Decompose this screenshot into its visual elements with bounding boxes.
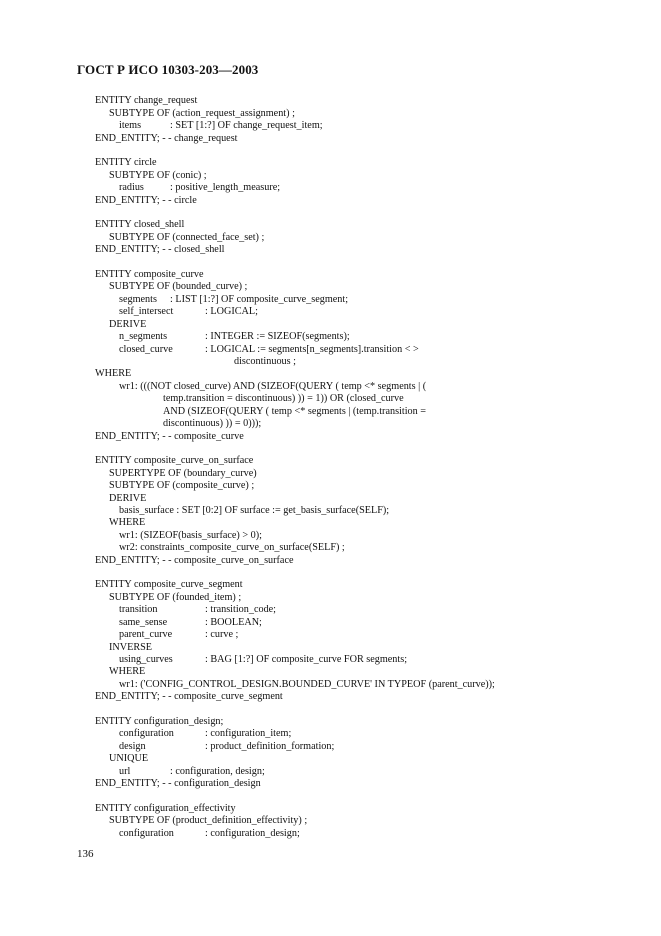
code-line: : positive_length_measure; — [170, 182, 281, 193]
code-line: temp.transition = discontinuous) )) = 1)) OR (closed_curve — [163, 393, 404, 404]
code-line: END_ENTITY; - - change_request — [95, 133, 238, 144]
code-line: END_ENTITY; - - composite_curve_segment — [95, 691, 283, 702]
code-line: ENTITY composite_curve_on_surface — [95, 455, 254, 466]
code-line: END_ENTITY; - - circle — [95, 195, 197, 206]
code-line: : curve ; — [205, 629, 239, 640]
code-line: items — [119, 120, 142, 131]
code-line: wr1: ('CONFIG_CONTROL_DESIGN.BOUNDED_CURVE' IN TYPEOF (parent_curve)); — [119, 679, 495, 690]
code-line: : BOOLEAN; — [205, 617, 262, 628]
code-line: : product_definition_formation; — [205, 741, 335, 752]
code-line: : LOGICAL := segments[n_segments].transition < > — [205, 344, 419, 355]
code-line: discontinuous) )) = 0))); — [163, 418, 262, 429]
code-line: closed_curve — [119, 344, 173, 355]
code-line: n_segments — [119, 331, 168, 342]
code-line: basis_surface : SET [0:2] OF surface := get_basis_surface(SELF); — [119, 505, 390, 516]
code-line: discontinuous ; — [234, 356, 296, 367]
code-line: SUBTYPE OF (connected_face_set) ; — [109, 232, 265, 243]
code-line: INVERSE — [109, 642, 153, 653]
code-line: WHERE — [95, 368, 132, 379]
code-line: configuration — [119, 828, 174, 839]
code-line: transition — [119, 604, 158, 615]
code-line: wr1: (SIZEOF(basis_surface) > 0); — [119, 530, 262, 541]
code-line: : LIST [1:?] OF composite_curve_segment; — [170, 294, 349, 305]
code-line: ENTITY configuration_effectivity — [95, 803, 236, 814]
code-line: : transition_code; — [205, 604, 277, 615]
code-line: AND (SIZEOF(QUERY ( temp <* segments | (temp.transition = — [163, 406, 426, 417]
code-line: segments — [119, 294, 157, 305]
code-line: ENTITY closed_shell — [95, 219, 185, 230]
code-line: parent_curve — [119, 629, 173, 640]
code-line: wr1: (((NOT closed_curve) AND (SIZEOF(QUERY ( temp <* segments | ( — [119, 381, 427, 392]
page-number: 136 — [77, 848, 94, 860]
code-line: design — [119, 741, 146, 752]
code-line: ENTITY composite_curve_segment — [95, 579, 243, 590]
page-header: ГОСТ Р ИСО 10303-203—2003 — [77, 62, 259, 77]
code-line: ENTITY circle — [95, 157, 157, 168]
code-line: END_ENTITY; - - configuration_design — [95, 778, 261, 789]
code-line: : configuration_item; — [205, 728, 292, 739]
code-line: radius — [119, 182, 144, 193]
code-line: configuration — [119, 728, 174, 739]
code-line: SUBTYPE OF (composite_curve) ; — [109, 480, 255, 491]
code-line: SUBTYPE OF (action_request_assignment) ; — [109, 108, 295, 119]
code-line: ENTITY change_request — [95, 95, 198, 106]
code-line: url — [119, 766, 131, 777]
code-line: WHERE — [109, 517, 146, 528]
code-line: SUBTYPE OF (founded_item) ; — [109, 592, 242, 603]
code-line: ENTITY configuration_design; — [95, 716, 224, 727]
code-line: END_ENTITY; - - composite_curve_on_surface — [95, 555, 294, 566]
code-line: UNIQUE — [109, 753, 149, 764]
code-line: : SET [1:?] OF change_request_item; — [170, 120, 323, 131]
code-line: SUBTYPE OF (bounded_curve) ; — [109, 281, 248, 292]
code-line: self_intersect — [119, 306, 174, 317]
code-line: DERIVE — [109, 319, 147, 330]
code-line: : BAG [1:?] OF composite_curve FOR segments; — [205, 654, 408, 665]
code-line: using_curves — [119, 654, 173, 665]
code-line: : INTEGER := SIZEOF(segments); — [205, 331, 350, 342]
code-line: END_ENTITY; - - composite_curve — [95, 431, 244, 442]
code-line: : configuration, design; — [170, 766, 265, 777]
code-line: DERIVE — [109, 493, 147, 504]
code-line: WHERE — [109, 666, 146, 677]
code-line: ENTITY composite_curve — [95, 269, 204, 280]
code-line: : LOGICAL; — [205, 306, 258, 317]
code-line: SUPERTYPE OF (boundary_curve) — [109, 468, 257, 479]
code-line: END_ENTITY; - - closed_shell — [95, 244, 225, 255]
code-line: same_sense — [119, 617, 168, 628]
code-line: wr2: constraints_composite_curve_on_surface(SELF) ; — [119, 542, 345, 553]
code-line: SUBTYPE OF (product_definition_effectivity) ; — [109, 815, 308, 826]
code-line: : configuration_design; — [205, 828, 300, 839]
code-line: SUBTYPE OF (conic) ; — [109, 170, 207, 181]
